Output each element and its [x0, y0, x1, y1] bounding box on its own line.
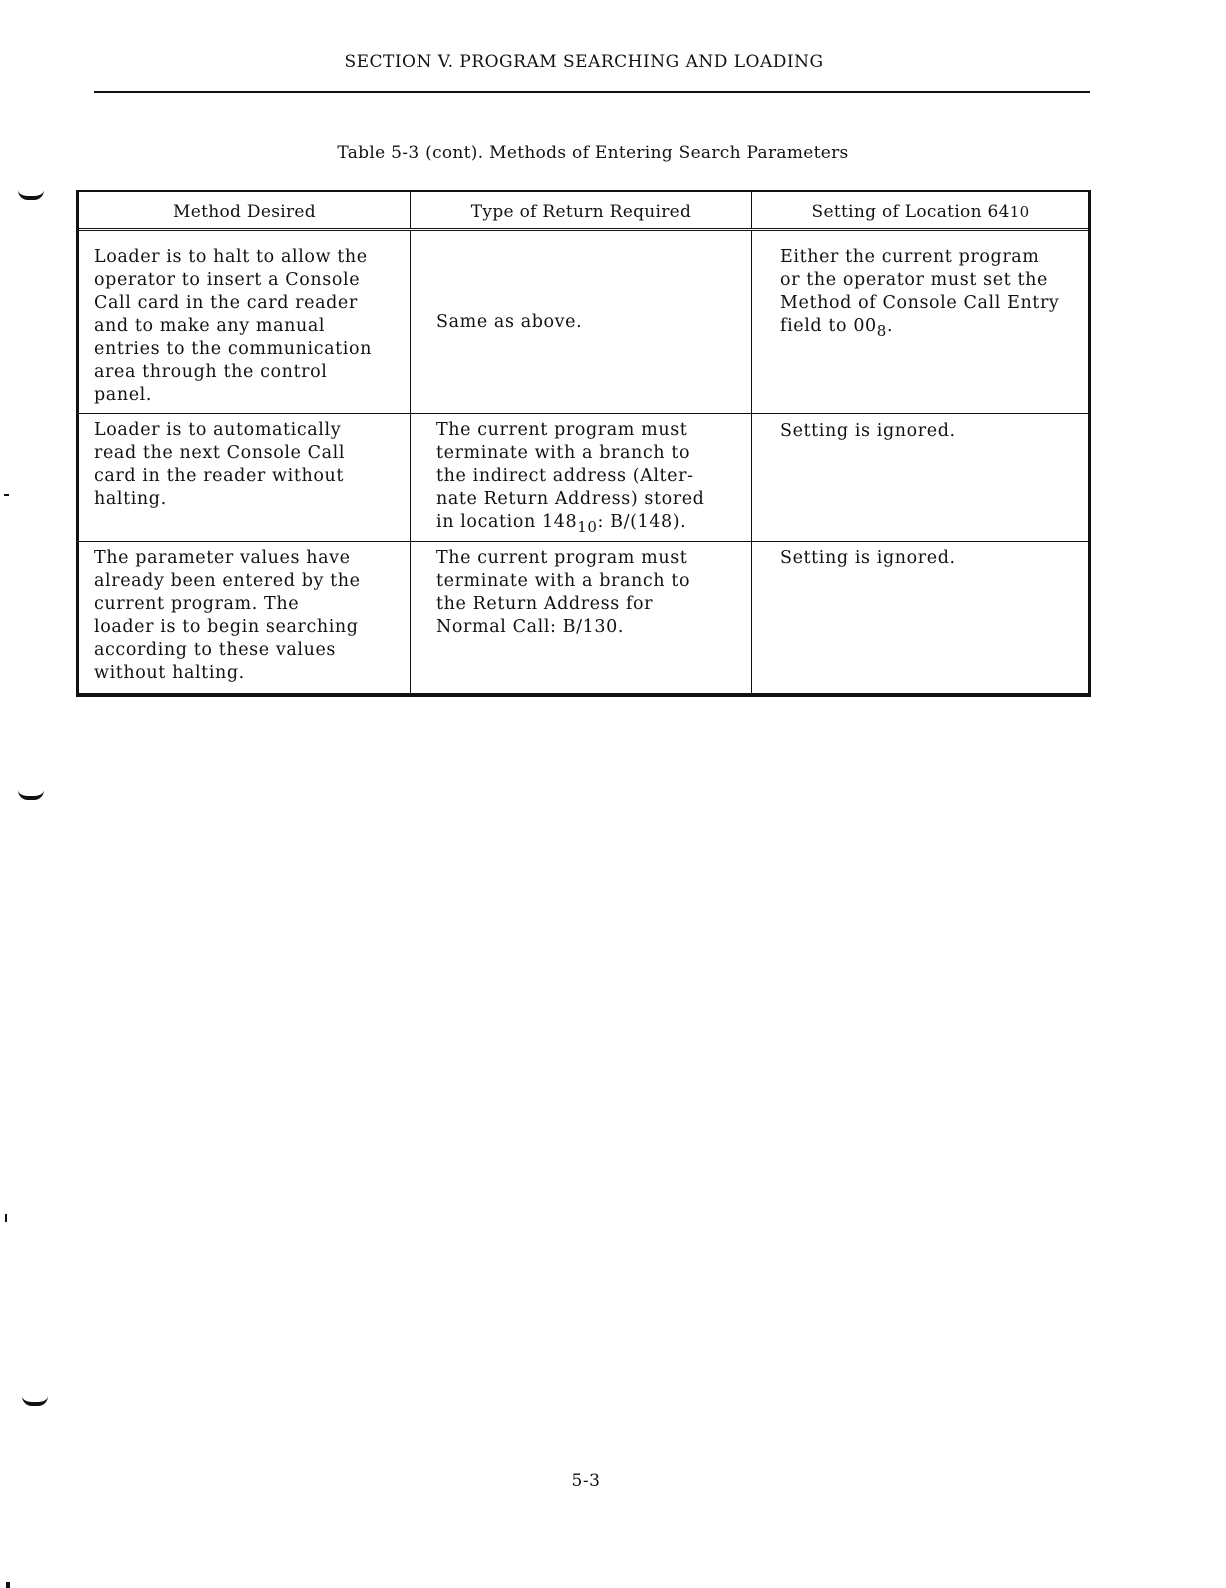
- table-cell-return-type-text: Same as above.: [436, 311, 583, 332]
- column-header-return-type: Type of Return Required: [411, 192, 752, 228]
- table-cell-return-type: The current program must terminate with a branch to the Return Address for Normal Call: B/130.: [411, 541, 752, 693]
- binder-punch-mark-bottom: [22, 1396, 48, 1406]
- table-cell-setting-text: Either the current program or the operator must set the Method of Console Call Entry field to 00: [780, 247, 1060, 336]
- table-cell-setting: [752, 231, 1089, 413]
- table-cell-setting: Setting is ignored.: [752, 541, 1089, 693]
- table-cell-method: The parameter values have already been entered by the current program. The loader is to begin searching according to these values without halting.: [79, 541, 411, 693]
- table-cell-method: Loader is to automatically read the next Console Call card in the reader without halting.: [79, 413, 411, 541]
- margin-speck: [5, 1214, 7, 1222]
- table-cell-setting-subscript: 8: [876, 322, 887, 340]
- search-parameters-table: [76, 190, 1091, 697]
- margin-speck: [4, 494, 9, 496]
- table-cell-return-type-suffix: : B/(148).: [597, 512, 687, 532]
- table-cell-return-type: [411, 231, 752, 413]
- running-head: SECTION V. PROGRAM SEARCHING AND LOADING: [344, 52, 824, 72]
- table-cell-return-type: [411, 413, 752, 541]
- margin-speck: [6, 1582, 10, 1588]
- table-cell-setting-suffix: .: [886, 316, 894, 336]
- header-rule: [94, 91, 1090, 93]
- table-caption: Table 5-3 (cont). Methods of Entering Search Parameters: [337, 143, 849, 163]
- table-cell-return-type-text: The current program must terminate with a branch to the indirect address (Alter- nate Return Address) stored in location 148: [436, 420, 705, 532]
- column-header-setting-text: Setting of Location 64: [811, 202, 1010, 222]
- binder-punch-mark-top: [18, 190, 44, 200]
- table-cell-method: Loader is to halt to allow the operator to insert a Console Call card in the card reader and to make any manual entries to the communication area through the control panel.: [79, 231, 411, 413]
- column-header-setting: Setting of Location 64 10: [811, 202, 1030, 222]
- table-cell-return-type-subscript: 10: [577, 518, 598, 536]
- table-cell-setting: Setting is ignored.: [752, 413, 1089, 541]
- binder-punch-mark-middle: [18, 790, 44, 800]
- page-number: 5-3: [571, 1471, 601, 1491]
- column-header-method: Method Desired: [79, 192, 411, 228]
